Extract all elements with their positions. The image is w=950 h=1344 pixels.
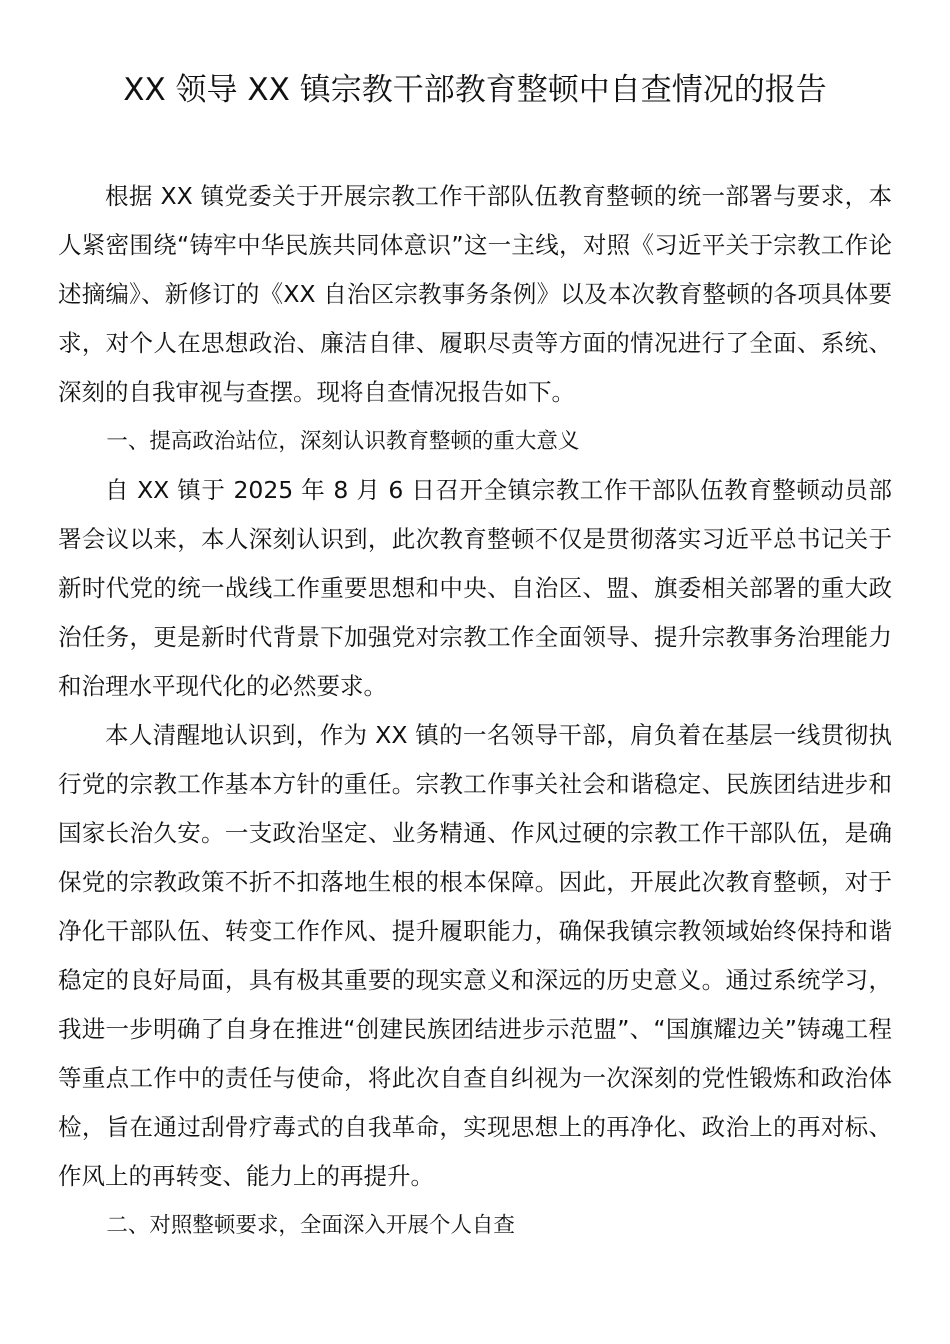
- section-heading-1: 一、提高政治站位，深刻认识教育整顿的重大意义: [106, 429, 580, 454]
- intro-paragraph: 根据 XX 镇党委关于开展宗教工作干部队伍教育整顿的统一部署与要求，本人紧密围绕“铸牢中华民族共同体意识”这一主线，对照《习近平关于宗教工作论述摘编》、新修订的《XX 自治区宗教事务条例》以及本次教育整顿的各项具体要求，对个人在思想政治、廉洁自律、履职尽责等方面的情况进行了全面、系统、深刻的自我审视与查摆。现将自查情况报告如下。: [58, 182, 892, 406]
- body-paragraph-1: 自 XX 镇于 2025 年 8 月 6 日召开全镇宗教工作干部队伍教育整顿动员部署会议以来，本人深刻认识到，此次教育整顿不仅是贯彻落实习近平总书记关于新时代党的统一战线工作重要思想和中央、自治区、盟、旗委相关部署的重大政治任务，更是新时代背景下加强党对宗教工作全面领导、提升宗教事务治理能力和治理水平现代化的必然要求。: [58, 476, 892, 700]
- body-paragraph-2: 本人清醒地认识到，作为 XX 镇的一名领导干部，肩负着在基层一线贯彻执行党的宗教工作基本方针的重任。宗教工作事关社会和谐稳定、民族团结进步和国家长治久安。一支政治坚定、业务精通、作风过硬的宗教工作干部队伍，是确保党的宗教政策不折不扣落地生根的根本保障。因此，开展此次教育整顿，对于净化干部队伍、转变工作作风、提升履职能力，确保我镇宗教领域始终保持和谐稳定的良好局面，具有极其重要的现实意义和深远的历史意义。通过系统学习，我进一步明确了自身在推进“创建民族团结进步示范盟”、“国旗耀边关”铸魂工程等重点工作中的责任与使命，将此次自查自纠视为一次深刻的党性锻炼和政治体检，旨在通过刮骨疗毒式的自我革命，实现思想上的再净化、政治上的再对标、作风上的再转变、能力上的再提升。: [58, 721, 892, 1190]
- document-title: XX 领导 XX 镇宗教干部教育整顿中自查情况的报告: [123, 72, 827, 108]
- document-body: [58, 172, 892, 1250]
- section-heading-2: 二、对照整顿要求，全面深入开展个人自查: [106, 1213, 515, 1238]
